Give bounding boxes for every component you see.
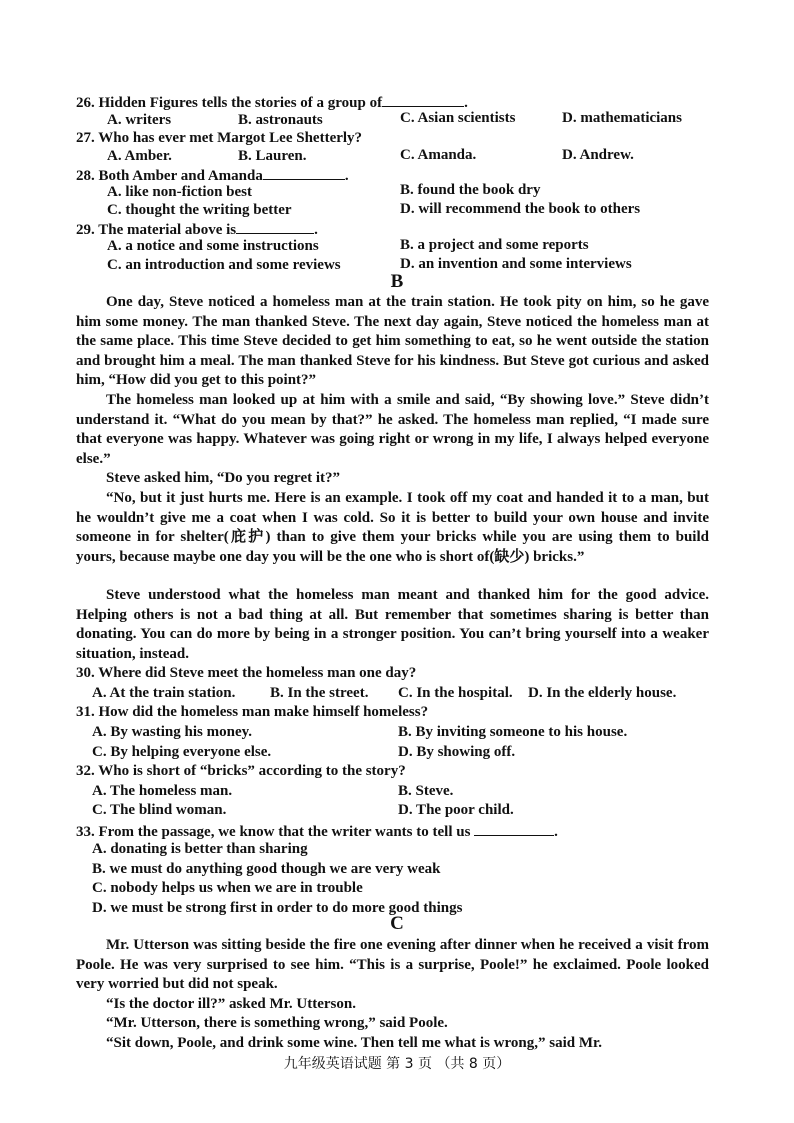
answer-blank <box>236 219 314 234</box>
paragraph-text: Steve understood what the homeless man meant and thanked him for the good advice. Helping others is not a bad thing at all. But remember that sometimes sharing is better than donating. You can do more by being in a stronger position. You can’t bring yourself into a weaker situation, instead. <box>76 587 709 662</box>
paragraph-text: The homeless man looked up at him with a smile and said, “By showing love.” Steve didn’t understand it. “What do you mean by that?” he asked. The homeless man replied, “I made sure that everyone was happy. Whatever was going right or wrong in my life, I always helped everyone else.” <box>76 392 709 467</box>
stem-end: . <box>314 222 318 238</box>
option: B. Lauren. <box>238 148 307 164</box>
paragraph-text: “Is the doctor ill?” asked Mr. Utterson. <box>106 996 356 1012</box>
answer-blank <box>263 165 345 180</box>
option: D. The poor child. <box>398 802 514 818</box>
answer-blank <box>474 821 554 836</box>
question-27-stem: 27. Who has ever met Margot Lee Shetterly? <box>76 130 363 146</box>
option: D. In the elderly house. <box>528 685 677 701</box>
paragraph-text: “No, but it just hurts me. Here is an example. I took off my coat and handed it to a man, but he wouldn’t give me a coat when I was cold. So it is better to build your own house and invite someone in for shelter(庇护) than to give them your bricks while you are using them to build yours, because maybe one day you will be the one who is short of(缺少) bricks.” <box>76 490 709 565</box>
stem-end: . <box>344 168 349 184</box>
question-30-stem: 30. Where did Steve meet the homeless man one day? <box>76 665 417 681</box>
question-31-stem: 31. How did the homeless man make himself homeless? <box>76 704 429 720</box>
option: A. The homeless man. <box>92 783 233 799</box>
paragraph-text: One day, Steve noticed a homeless man at the train station. He took pity on him, so he gave him some money. The man thanked Steve. The next day again, Steve noticed the homeless man at the same place. This time Steve decided to get him something to eat, so he went outside the station and brought him a meal. The man thanked Steve for his kindness. But Steve got curious and asked him, “How did you get to this point?” <box>76 294 709 388</box>
passage-paragraph <box>76 1034 709 1054</box>
option: C. an introduction and some reviews <box>107 257 341 273</box>
paragraph-text: Mr. Utterson was sitting beside the fire one evening after dinner when he received a visit from Poole. He was very surprised to see him. “This is a surprise, Poole!” he exclaimed. Poole looked very worried but did not speak. <box>76 937 709 992</box>
option: D. Andrew. <box>562 147 634 163</box>
stem-end: . <box>554 824 558 840</box>
option: A. At the train station. <box>92 685 236 701</box>
passage-paragraph <box>76 586 709 664</box>
option: A. writers <box>107 112 172 128</box>
page-footer: 九年级英语试题 第 3 页 （共 8 页） <box>283 1056 511 1072</box>
section-c-heading: C <box>390 913 404 934</box>
option: B. astronauts <box>238 112 323 128</box>
paragraph-text: “Sit down, Poole, and drink some wine. Then tell me what is wrong,” said Mr. <box>106 1035 603 1051</box>
passage-paragraph <box>76 469 709 489</box>
passage-paragraph <box>76 936 709 995</box>
passage-paragraph <box>76 489 709 567</box>
question-text: 26. Hidden Figures tells the stories of a group of <box>76 95 383 111</box>
option: A. donating is better than sharing <box>92 841 308 857</box>
option: D. we must be strong first in order to do more good things <box>92 900 463 916</box>
option: B. we must do anything good though we are very weak <box>92 861 441 877</box>
question-text: 33. From the passage, we know that the writer wants to tell us <box>76 824 471 840</box>
option: D. an invention and some interviews <box>400 256 632 272</box>
option: A. By wasting his money. <box>92 724 253 740</box>
passage-paragraph <box>76 391 709 469</box>
answer-blank <box>382 92 464 107</box>
stem-end: . <box>464 95 468 111</box>
option: A. like non-fiction best <box>107 184 253 200</box>
option: B. In the street. <box>270 685 369 701</box>
paragraph-text: “Mr. Utterson, there is something wrong,” said Poole. <box>106 1015 448 1031</box>
option: C. nobody helps us when we are in trouble <box>92 880 363 896</box>
option: D. By showing off. <box>398 744 516 760</box>
option: C. By helping everyone else. <box>92 744 272 760</box>
passage-paragraph <box>76 293 709 391</box>
question-32-stem: 32. Who is short of “bricks” according to the story? <box>76 763 406 779</box>
option: B. a project and some reports <box>400 237 589 253</box>
option: C. In the hospital. <box>398 685 513 701</box>
option: B. found the book dry <box>400 182 541 198</box>
paragraph-text: Steve asked him, “Do you regret it?” <box>106 470 341 486</box>
option: A. a notice and some instructions <box>107 238 319 254</box>
option: C. Amanda. <box>400 147 477 163</box>
option: B. By inviting someone to his house. <box>398 724 628 740</box>
question-33-stem <box>76 821 558 842</box>
question-text: 29. The material above is <box>76 222 237 238</box>
option: A. Amber. <box>107 148 172 164</box>
passage-paragraph <box>76 995 709 1015</box>
option: C. Asian scientists <box>400 110 516 126</box>
option: D. will recommend the book to others <box>400 201 641 217</box>
option: C. The blind woman. <box>92 802 227 818</box>
option: C. thought the writing better <box>107 202 292 218</box>
option: D. mathematicians <box>562 110 682 126</box>
passage-paragraph <box>76 1014 709 1034</box>
option: B. Steve. <box>398 783 454 799</box>
section-b-heading: B <box>390 271 404 292</box>
question-text: 28. Both Amber and Amanda <box>76 168 263 184</box>
